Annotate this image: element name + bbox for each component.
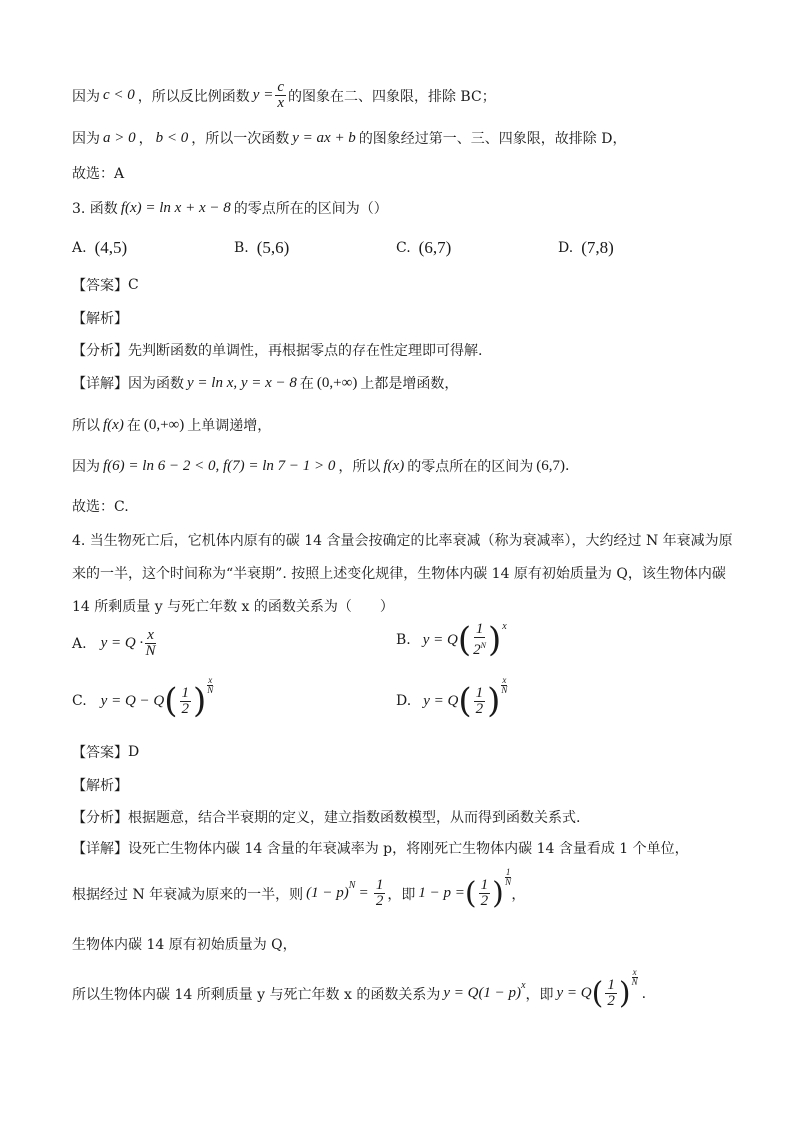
math: y = Q	[556, 985, 592, 1001]
text: 所以生物体内碳 14 所剩质量 y 与死亡年数 x 的函数关系为	[72, 986, 441, 1003]
text: 上都是增函数，	[360, 376, 459, 392]
math: =	[359, 885, 368, 901]
exponent: N	[348, 880, 356, 891]
line-final-relation	[72, 967, 734, 1011]
right-paren: )	[487, 681, 501, 721]
denominator: 2	[181, 700, 190, 717]
denominator: 2	[480, 893, 489, 909]
option-label: C.	[396, 240, 411, 256]
fraction	[479, 878, 491, 909]
question-4-line-3: 14 所剩质量 y 与死亡年数 x 的函数关系为（ ）	[72, 599, 394, 615]
exp-num: x	[632, 967, 637, 977]
detail-3	[72, 373, 734, 393]
option-value: (6,7)	[418, 238, 452, 257]
fenxi-tag: 【分析】	[72, 810, 128, 826]
exponent: x	[502, 620, 507, 632]
exp-den: N	[207, 684, 214, 695]
numerator: 1	[607, 977, 615, 993]
math: y = Q(1 − p)	[443, 985, 522, 1001]
denominator: 2	[475, 700, 484, 717]
text: ，所以一次函数	[191, 131, 290, 147]
fenxi-text: 先判断函数的单调性，再根据零点的存在性定理即可得解.	[128, 343, 483, 359]
text: ，	[511, 886, 526, 903]
math: y = ln x, y = x − 8	[187, 374, 297, 391]
line-zero-interval	[72, 456, 734, 476]
den-base: 2	[473, 642, 481, 658]
right-paren: )	[492, 875, 504, 911]
choice-3: 故选：C.	[72, 499, 129, 515]
fenxi-text: 根据题意，结合半衰期的定义，建立指数函数模型，从而得到函数关系式.	[128, 810, 581, 826]
q3-option-a	[72, 238, 127, 258]
math: y = Q	[423, 692, 459, 709]
exp-den: N	[501, 684, 508, 695]
math: f(x) = ln x + x − 8	[120, 199, 231, 216]
text: 的零点所在的区间为（）	[233, 201, 388, 217]
text: 在	[126, 418, 141, 434]
denominator: 2	[607, 993, 615, 1009]
math: (0,+∞)	[316, 374, 358, 391]
text: 因为	[72, 459, 100, 475]
q4-option-c	[72, 674, 214, 721]
answer-3	[72, 275, 734, 295]
exp-num: x	[502, 674, 507, 685]
math: a > 0	[103, 129, 136, 146]
left-paren: (	[464, 875, 477, 911]
math: y = Q − Q	[100, 692, 165, 709]
fraction	[605, 978, 617, 1009]
exp-num: x	[208, 674, 213, 685]
den-exponent: N	[480, 641, 486, 650]
left-paren: (	[457, 620, 472, 660]
fraction	[474, 686, 486, 717]
math: (0,+∞)	[143, 416, 185, 433]
question-4-line-2: 来的一半，这个时间称为“半衰期”. 按照上述变化规律，生物体内碳 14 原有初始质量为 Q，该生物体内碳	[72, 566, 726, 582]
text: 因为函数	[128, 376, 184, 392]
right-paren: )	[487, 620, 502, 660]
text: 上单调递增，	[187, 418, 272, 434]
text: 的图象经过第一、三、四象限，故排除 D，	[358, 131, 627, 147]
text: 因为	[72, 131, 100, 147]
q3-option-c	[396, 238, 451, 258]
option-label: C.	[72, 693, 87, 709]
text: 3. 函数	[72, 201, 118, 217]
q3-option-d	[558, 238, 614, 258]
answer-value: D	[128, 744, 140, 760]
text: 因为	[72, 88, 100, 105]
text: ，	[138, 131, 153, 147]
text: ，即	[387, 886, 416, 903]
detail-tag: 【详解】	[72, 376, 128, 392]
fraction	[180, 686, 192, 717]
numerator: 1	[475, 684, 484, 701]
math: y = Q ·	[100, 635, 144, 651]
exponent-fraction	[632, 968, 638, 987]
numerator: 1	[475, 621, 484, 637]
analysis-tag: 【解析】	[72, 778, 128, 794]
numerator: 1	[181, 684, 190, 701]
text: 根据经过 N 年衰减为原来的一半，则	[72, 886, 304, 903]
fraction	[374, 878, 386, 909]
numerator: c	[277, 79, 284, 95]
question-3	[72, 198, 734, 218]
q4-option-a	[72, 628, 158, 659]
text: 的零点所在的区间为	[407, 459, 534, 475]
option-value: (5,6)	[256, 238, 290, 257]
math: c < 0	[103, 87, 135, 103]
answer-4	[72, 742, 734, 762]
math: y = ax + b	[292, 129, 356, 146]
line-monotonic	[72, 415, 734, 435]
analysis-tag: 【解析】	[72, 311, 128, 327]
exp-den: N	[631, 977, 638, 987]
exp-den: N	[505, 877, 512, 887]
left-paren: (	[591, 975, 604, 1011]
numerator: 1	[480, 877, 489, 893]
right-paren: )	[618, 975, 631, 1011]
math: (6,7)	[536, 457, 565, 474]
option-label: A.	[72, 240, 87, 256]
text: ，所以反比例函数	[137, 88, 250, 105]
option-label: B.	[234, 240, 249, 256]
fenxi-tag: 【分析】	[72, 343, 128, 359]
fraction	[473, 622, 486, 658]
math: 1 − p =	[418, 885, 465, 901]
left-paren: (	[164, 681, 178, 721]
text: .	[641, 985, 647, 1002]
math: b < 0	[155, 129, 189, 146]
numerator: 1	[375, 877, 384, 893]
math: f(x)	[383, 457, 405, 474]
denominator: 2	[375, 893, 384, 909]
text: 的图象在二、四象限，排除 BC；	[287, 88, 496, 105]
right-paren: )	[193, 681, 207, 721]
q3-option-b	[234, 238, 289, 258]
left-paren: (	[458, 681, 472, 721]
fraction	[145, 628, 156, 659]
analysis-3-heading	[72, 308, 734, 328]
math: (1 − p)	[306, 885, 349, 901]
answer-tag: 【答案】	[72, 745, 128, 761]
denominator: x	[277, 95, 284, 111]
text: ，即	[525, 986, 554, 1003]
line-1	[72, 80, 734, 111]
answer-tag: 【答案】	[72, 278, 128, 294]
line-initial-mass: 生物体内碳 14 原有初始质量为 Q，	[72, 937, 297, 953]
denominator	[473, 638, 486, 658]
line-2	[72, 128, 734, 148]
exponent-fraction	[505, 868, 512, 887]
text: 所以	[72, 418, 100, 434]
question-4-line-1: 4. 当生物死亡后，它机体内原有的碳 14 含量会按确定的比率衰减（称为衰减率），大约经过 N 年衰减为原	[72, 533, 733, 549]
detail-tag: 【详解】	[72, 841, 128, 857]
answer-value: C	[128, 277, 139, 293]
text: ，所以	[338, 459, 381, 475]
fraction	[275, 80, 286, 111]
line-half-life	[72, 867, 734, 911]
option-label: D.	[396, 693, 412, 709]
q4-option-b	[396, 622, 507, 658]
math: f(6) = ln 6 − 2 < 0, f(7) = ln 7 − 1 > 0	[103, 457, 336, 474]
denominator: N	[145, 643, 156, 659]
line-3: 故选：A	[72, 166, 125, 182]
detail-text: 设死亡生物体内碳 14 含量的年衰减率为 p，将刚死亡生物体内碳 14 含量看成 1 个单位，	[128, 841, 689, 857]
exp-num: 1	[505, 867, 511, 877]
text: .	[564, 458, 570, 474]
math: y =	[252, 87, 274, 103]
fenxi-3	[72, 340, 734, 360]
option-label: B.	[396, 632, 411, 648]
numerator: x	[147, 627, 154, 643]
math: f(x)	[103, 416, 124, 433]
option-label: A.	[72, 635, 87, 652]
option-label: D.	[558, 240, 574, 256]
exponent-fraction	[207, 676, 213, 695]
exponent: x	[521, 980, 526, 991]
text: 在	[299, 376, 314, 392]
detail-4	[72, 838, 734, 858]
fenxi-4	[72, 807, 734, 827]
option-value: (4,5)	[94, 238, 128, 257]
q4-option-d	[396, 674, 508, 721]
exponent-fraction	[501, 676, 507, 695]
math: y = Q	[422, 631, 458, 648]
analysis-4-heading	[72, 775, 734, 795]
option-value: (7,8)	[581, 238, 614, 257]
